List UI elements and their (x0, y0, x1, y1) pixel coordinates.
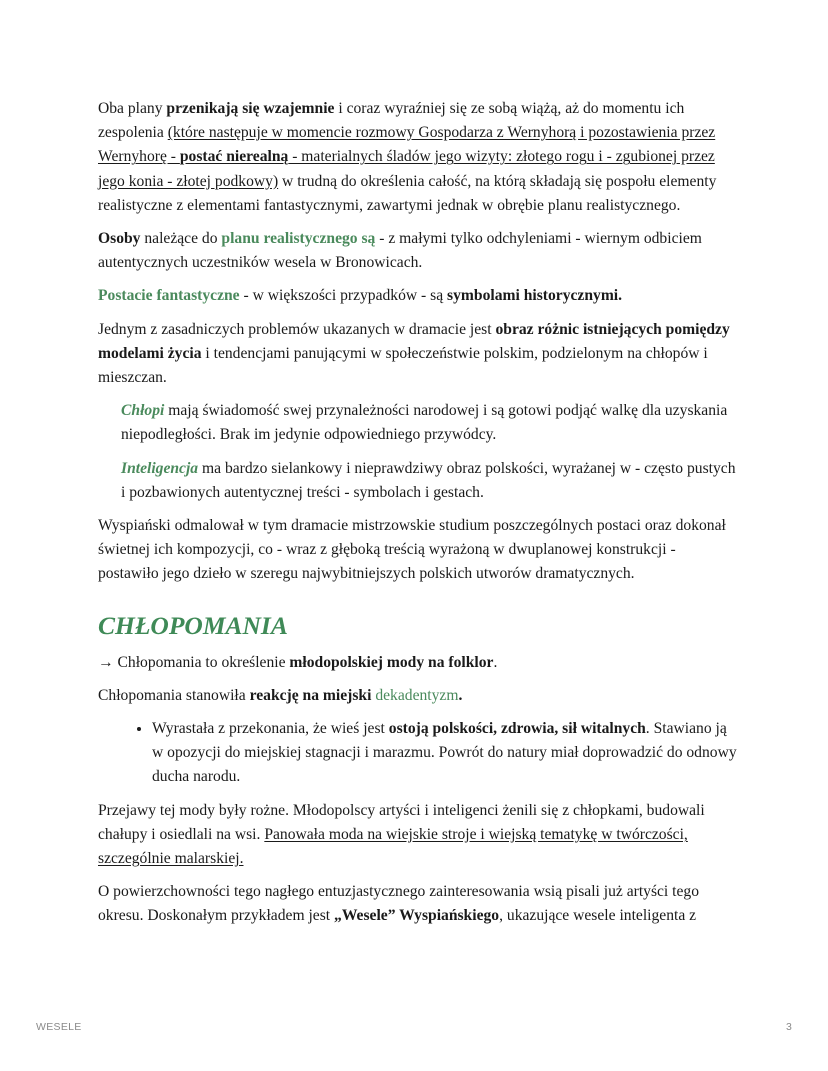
paragraph-life-models: Jednym z zasadniczych problemów ukazanych w dramacie jest obraz różnic istniejących pomiędzy modelami życia i tendencjami panującymi w społeczeństwie polskim, podzielonym na chłopów i mieszczan. (98, 320, 730, 387)
paragraph-manifestations: Przejawy tej mody były rożne. Młodopolscy artyści i inteligenci żenili się z chłopkami, budowali chałupy i osiedlali na wsi. Panowała moda na wiejskie stroje i wiejską tematykę w twórczości, szczególnie malarskiej. (98, 801, 705, 868)
paragraph-two-planes: Oba plany przenikają się wzajemnie i coraz wyraźniej się ze sobą wiążą, aż do momentu ich zespolenia (które następuje w momencie rozmowy Gospodarza z Wernyhorą i pozostawienia przez Wernyhorę - postać nierealną - materialnych śladów jego wizyty: złotego rogu i - zgubionej przez jego konia - złotej podkowy) w trudną do określenia całość, na którą składają się pospołu elementy realistyczne z elementami fantastycznymi, zawartymi jednak w obrębie planu realistycznego. (98, 100, 717, 214)
paragraph-wyspianski-summary: Wyspiański odmalował w tym dramacie mistrzowskie studium poszczególnych postaci oraz dokonał świetnej ich kompozycji, co - wraz z głęboką treścią wyrażoną w dwuplanowej konstrukcji - postawiło jego dzieło w szeregu najwybitniejszych polskich utworów dramatycznych. (98, 517, 726, 583)
paragraph-peasants: Chłopi mają świadomość swej przynależności narodowej i są gotowi podjąć walkę dla uzyskania niepodległości. Brak im jedynie odpowiedniego przywódcy. (121, 402, 728, 444)
paragraph-definition: → Chłopomania to określenie młodopolskiej mody na folklor. (98, 653, 498, 671)
bullet-list (98, 717, 738, 790)
list-item: • Wyrastała z przekonania, że wieś jest ostoją polskości, zdrowia, sił witalnych. Stawiano ją w opozycji do miejskiej stagnacji i marazmu. Powrót do natury miał doprowadzić do odnowy ducha narodu. (152, 717, 738, 790)
paragraph-intelligentsia: Inteligencja ma bardzo sielankowy i nieprawdziwy obraz polskości, wyrażanej w - często pustych i pozbawionych autentycznej treści - symbolach i gestach. (121, 459, 736, 501)
paragraph-realistic-persons: Osoby należące do planu realistycznego są - z małymi tylko odchyleniami - wiernym odbiciem autentycznych uczestników wesela w Bronowicach. (98, 230, 702, 272)
paragraph-fantastic-figures: Postacie fantastyczne - w większości przypadków - są symbolami historycznymi. (98, 287, 623, 305)
paragraph-reaction: Chłopomania stanowiła reakcję na miejski dekadentyzm. (98, 686, 463, 704)
section-heading: CHŁOPOMANIA (98, 610, 288, 640)
page-number: 3 (786, 1021, 793, 1033)
paragraph-superficiality: O powierzchowności tego nagłego entuzjastycznego zainteresowania wsią pisali już artyści tego okresu. Doskonałym przykładem jest „Wesele” Wyspiańskiego, ukazujące wesele inteligenta z (98, 883, 700, 925)
footer-title: WESELE (36, 1021, 82, 1033)
underlined-passage: Panowała moda na wiejskie stroje i wiejską tematykę w twórczości, szczególnie malarskiej. (98, 825, 688, 868)
document-body (98, 97, 738, 929)
underlined-passage: (które następuje w momencie rozmowy Gospodarza z Wernyhorą i pozostawienia przez Wernyhorę - postać nierealną - materialnych śladów jego wizyty: złotego rogu i - zgubionej przez jego konia - złotej podkowy) (98, 124, 716, 190)
